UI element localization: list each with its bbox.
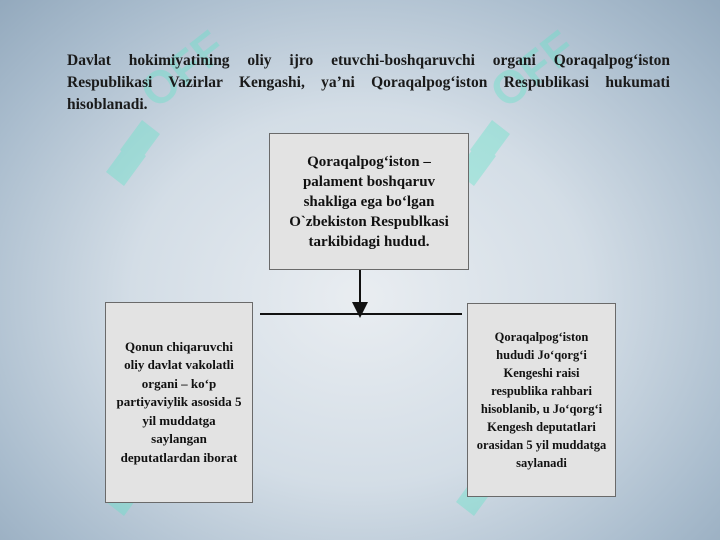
- right-box-chairman: [467, 303, 616, 497]
- top-box-qoraqalpogiston: [269, 133, 469, 270]
- intro-paragraph: Davlat hokimiyatining oliy ijro etuvchi-boshqaruvchi organi Qoraqalpog‘iston Respublikasi Vazirlar Kengashi, ya’ni Qoraqalpog‘iston Respublikasi hukumati hisoblanadi.: [67, 52, 670, 113]
- left-box-text: Qonun chiqaruvchi oliy davlat vakolatli organi – ko‘p partiyaviylik asosida 5 yil muddatga saylangan deputatlardan iborat: [116, 338, 242, 465]
- right-box-text: Qoraqalpog‘iston hududi Jo‘qorg‘i Kengeshi raisi respublika rahbari hisoblanib, u Jo‘qorg‘i Kengesh deputatlari orasidan 5 yil muddatga saylanadi: [476, 330, 607, 470]
- left-box-legislative: [105, 302, 253, 503]
- top-box-text: Qoraqalpog‘iston – palament boshqaruv shakliga ega bo‘lgan O`zbekiston Respublkasi tarkibidagi hudud.: [289, 153, 449, 250]
